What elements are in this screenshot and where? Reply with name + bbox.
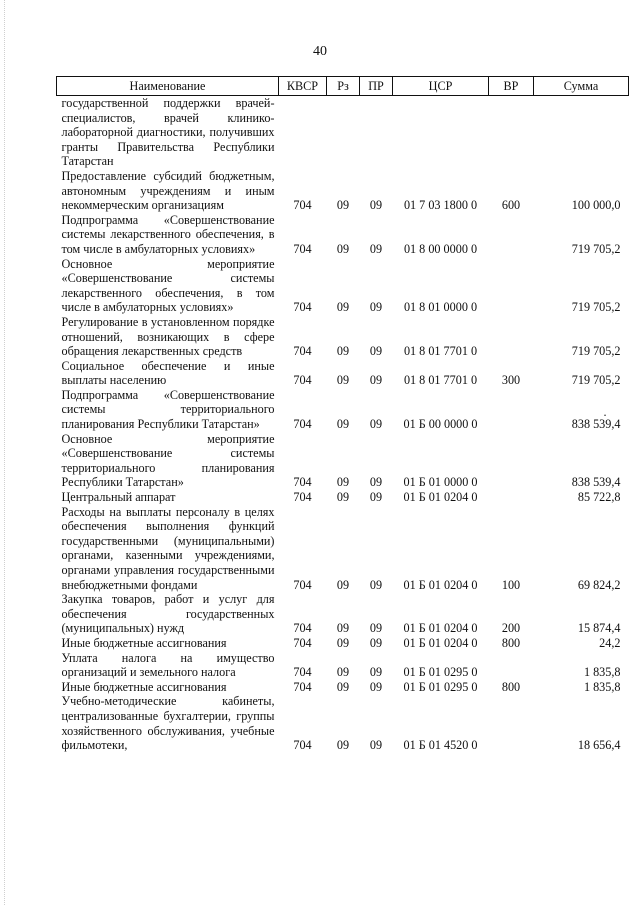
cell-csr <box>393 96 489 169</box>
cell-name: Социальное обеспечение и иные выплаты населению <box>61 358 275 388</box>
cell-sum: 15 874,4 <box>577 621 621 636</box>
cell-pr: 09 <box>369 475 383 490</box>
cell-csr: 01 Б 01 0204 0 <box>403 490 478 505</box>
table-row <box>57 359 629 388</box>
cell-name: Основное мероприятие «Совершенствование системы территориального планирования Республики Татарстан» <box>61 431 275 490</box>
cell-name: Расходы на выплаты персоналу в целях обеспечения выполнения функций государственными (муниципальными) органами, казенными учреждениями, органами управления государственными внебюджетными фондами <box>61 504 275 592</box>
cell-csr: 01 Б 00 0000 0 <box>403 417 478 432</box>
cell-sum: 18 656,4 <box>577 738 621 753</box>
table-row <box>57 680 629 695</box>
budget-table <box>56 76 629 753</box>
cell-sum: 100 000,0 <box>571 198 621 213</box>
cell-csr: 01 8 01 0000 0 <box>403 300 478 315</box>
cell-pr: 09 <box>369 300 383 315</box>
cell-name: Предоставление субсидий бюджетным, автономным учреждениям и иным некоммерческим организациям <box>61 168 275 213</box>
cell-vr <box>489 651 534 680</box>
cell-pr: 09 <box>369 635 383 650</box>
table-row <box>57 505 629 593</box>
cell-pr: 09 <box>369 198 383 213</box>
cell-sum: 719 705,2 <box>571 300 621 315</box>
cell-rz: 09 <box>336 577 350 592</box>
cell-rz: 09 <box>336 300 350 315</box>
cell-csr: 01 Б 01 0204 0 <box>403 621 478 636</box>
cell-pr: 09 <box>369 679 383 694</box>
cell-kvsr <box>279 96 327 169</box>
cell-kvsr: 704 <box>293 475 312 490</box>
cell-kvsr: 704 <box>293 417 312 432</box>
cell-rz: 09 <box>336 198 350 213</box>
cell-csr: 01 Б 01 0295 0 <box>403 679 478 694</box>
cell-kvsr: 704 <box>293 679 312 694</box>
cell-vr <box>489 213 534 257</box>
column-header-csr: ЦСР <box>393 77 489 96</box>
table-row <box>57 592 629 636</box>
cell-kvsr: 704 <box>293 490 312 505</box>
cell-kvsr: 704 <box>293 241 312 256</box>
table-row <box>57 651 629 680</box>
table-row <box>57 694 629 752</box>
cell-vr <box>489 388 534 432</box>
cell-pr: 09 <box>369 577 383 592</box>
cell-sum: 1 835,8 <box>583 679 621 694</box>
cell-sum <box>534 96 629 169</box>
cell-sum: 719 705,2 <box>571 241 621 256</box>
column-header-vr: ВР <box>489 77 534 96</box>
cell-name: Закупка товаров, работ и услуг для обеспечения государственных (муниципальных) нужд <box>61 592 275 636</box>
cell-csr: 01 Б 01 0204 0 <box>403 635 478 650</box>
cell-name: государственной поддержки врачей-специалистов, врачей клинико-лабораторной диагностики, получивших гранты Правительства Республики Татарстан <box>61 96 275 169</box>
table-row <box>57 96 629 169</box>
cell-kvsr: 704 <box>293 665 312 680</box>
cell-csr: 01 Б 01 0295 0 <box>403 665 478 680</box>
table-row <box>57 388 629 432</box>
cell-pr: 09 <box>369 490 383 505</box>
cell-name: Центральный аппарат <box>61 490 176 505</box>
cell-vr: 800 <box>501 635 521 650</box>
cell-sum: 24,2 <box>599 635 621 650</box>
cell-vr <box>489 315 534 359</box>
table-row <box>57 213 629 257</box>
cell-pr: 09 <box>369 344 383 359</box>
cell-sum: 1 835,8 <box>583 665 621 680</box>
cell-csr: 01 8 00 0000 0 <box>403 241 478 256</box>
cell-pr: 09 <box>369 241 383 256</box>
cell-vr: 800 <box>501 679 521 694</box>
cell-vr: 300 <box>501 373 521 388</box>
cell-kvsr: 704 <box>293 577 312 592</box>
table-row <box>57 636 629 651</box>
cell-vr <box>489 432 534 490</box>
cell-kvsr: 704 <box>293 344 312 359</box>
cell-kvsr: 704 <box>293 300 312 315</box>
table-row <box>57 169 629 213</box>
column-header-sum: Сумма <box>534 77 629 96</box>
cell-kvsr: 704 <box>293 198 312 213</box>
cell-rz: 09 <box>336 679 350 694</box>
cell-pr: 09 <box>369 621 383 636</box>
cell-csr: 01 8 01 7701 0 <box>403 344 478 359</box>
scan-margin-line <box>4 0 5 905</box>
cell-pr: 09 <box>369 373 383 388</box>
table-row <box>57 432 629 490</box>
cell-rz: 09 <box>336 635 350 650</box>
cell-rz: 09 <box>336 665 350 680</box>
cell-kvsr: 704 <box>293 635 312 650</box>
cell-kvsr: 704 <box>293 373 312 388</box>
cell-csr: 01 Б 01 4520 0 <box>403 738 478 753</box>
cell-rz: 09 <box>336 475 350 490</box>
cell-kvsr: 704 <box>293 621 312 636</box>
cell-sum <box>534 388 629 432</box>
cell-pr: 09 <box>369 417 383 432</box>
sum-value: 838 539,4 <box>571 417 621 432</box>
cell-csr: 01 Б 01 0204 0 <box>403 577 478 592</box>
stray-mark: . <box>603 405 607 420</box>
column-header-pr: ПР <box>360 77 393 96</box>
page-number: 40 <box>313 44 327 59</box>
cell-name: Иные бюджетные ассигнования <box>61 635 227 650</box>
cell-csr: 01 8 01 7701 0 <box>403 373 478 388</box>
cell-vr <box>489 96 534 169</box>
cell-rz: 09 <box>336 490 350 505</box>
table-row <box>57 315 629 359</box>
cell-pr: 09 <box>369 738 383 753</box>
cell-vr: 200 <box>501 621 521 636</box>
cell-vr <box>489 257 534 315</box>
cell-name: Учебно-методические кабинеты, централизованные бухгалтерии, группы хозяйственного обслуживания, учебные фильмотеки, <box>61 694 275 753</box>
cell-pr <box>360 96 393 169</box>
cell-name: Подпрограмма «Совершенствование системы территориального планирования Республики Татарстан» <box>61 387 275 432</box>
cell-name: Регулирование в установленном порядке отношений, возникающих в сфере обращения лекарственных средств <box>61 314 275 359</box>
table-row <box>57 257 629 315</box>
table-header-row <box>57 77 629 96</box>
cell-kvsr: 704 <box>293 738 312 753</box>
cell-rz: 09 <box>336 373 350 388</box>
cell-vr: 600 <box>501 198 521 213</box>
cell-vr: 100 <box>501 577 521 592</box>
cell-rz: 09 <box>336 417 350 432</box>
cell-vr <box>489 490 534 505</box>
cell-csr: 01 7 03 1800 0 <box>403 198 478 213</box>
cell-sum: 838 539,4 <box>571 475 621 490</box>
cell-sum: 719 705,2 <box>571 344 621 359</box>
column-header-name: Наименование <box>57 77 279 96</box>
cell-rz <box>327 96 360 169</box>
cell-csr: 01 Б 01 0000 0 <box>403 475 478 490</box>
cell-pr: 09 <box>369 665 383 680</box>
cell-rz: 09 <box>336 344 350 359</box>
cell-name: Основное мероприятие «Совершенствование системы лекарственного обеспечения, в том числе в амбулаторных условиях» <box>61 256 275 315</box>
cell-sum: 85 722,8 <box>577 490 621 505</box>
column-header-kvsr: КВСР <box>279 77 327 96</box>
cell-name: Уплата налога на имущество организаций и земельного налога <box>61 650 275 680</box>
cell-name: Подпрограмма «Совершенствование системы лекарственного обеспечения, в том числе в амбулаторных условиях» <box>61 212 275 256</box>
cell-vr <box>489 694 534 752</box>
cell-sum: 69 824,2 <box>577 577 621 592</box>
cell-rz: 09 <box>336 241 350 256</box>
cell-rz: 09 <box>336 738 350 753</box>
column-header-rz: Рз <box>327 77 360 96</box>
cell-name: Иные бюджетные ассигнования <box>61 679 227 694</box>
cell-rz: 09 <box>336 621 350 636</box>
table-row <box>57 490 629 505</box>
cell-sum: 719 705,2 <box>571 373 621 388</box>
